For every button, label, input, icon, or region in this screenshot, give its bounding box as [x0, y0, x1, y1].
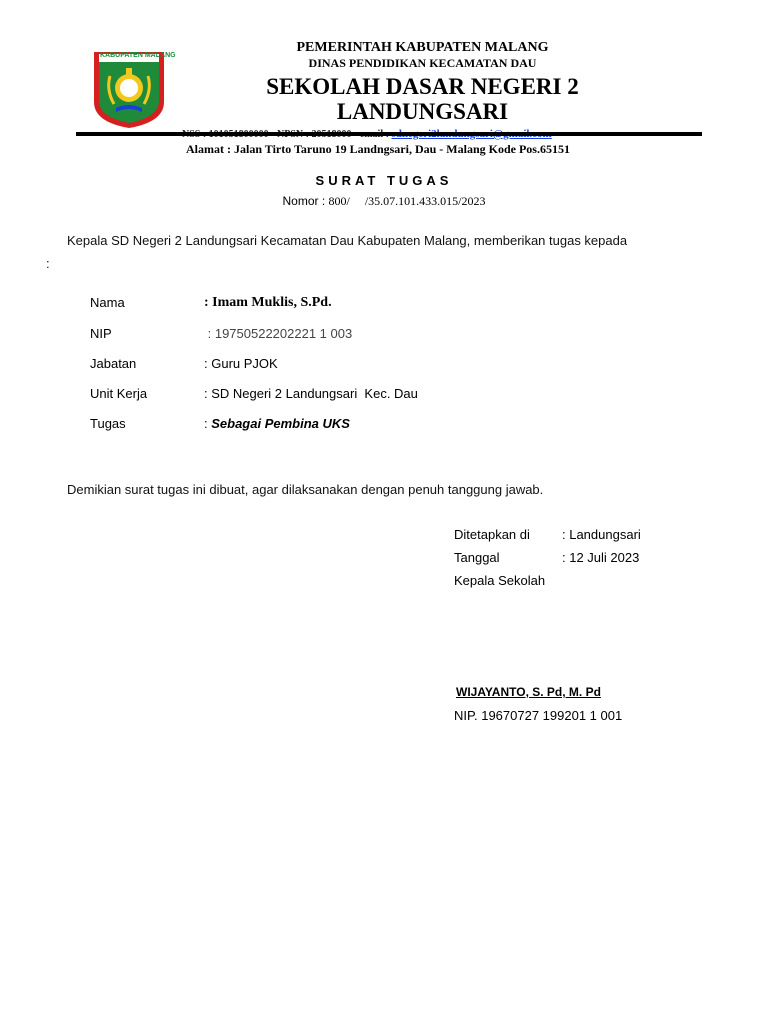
signer-name: WIJAYANTO, S. Pd, M. Pd [456, 685, 601, 699]
header-government: PEMERINTAH KABUPATEN MALANG [296, 40, 549, 55]
address-value: : Jalan Tirto Taruno 19 Landngsari, Dau - Malang Kode Pos.65151 [224, 142, 570, 156]
closing-paragraph: Demikian surat tugas ini dibuat, agar dilaksanakan dengan penuh tanggung jawab. [67, 482, 544, 497]
field-label-nip: NIP [90, 326, 112, 341]
field-value-nama: : Imam Muklis, S.Pd. [204, 295, 332, 310]
letter-title: SURAT TUGAS [315, 173, 453, 188]
header-department: DINAS PENDIDIKAN KECAMATAN DAU [308, 56, 537, 70]
field-label-tugas: Tugas [90, 416, 126, 431]
logo-caption: KABUPATEN MALANG [100, 52, 176, 59]
field-label-unit-kerja: Unit Kerja [90, 386, 148, 401]
place-value: : Landungsari [562, 527, 641, 542]
date-label: Tanggal [454, 550, 500, 565]
field-value-tugas [204, 416, 350, 431]
field-value-unit-kerja: : SD Negeri 2 Landungsari Kec. Dau [204, 386, 418, 401]
field-label-jabatan: Jabatan [90, 356, 137, 371]
school-name-line2: LANDUNGSARI [336, 99, 509, 124]
field-value-nip: : 19750522202221 1 003 [204, 326, 353, 341]
place-label: Ditetapkan di [454, 527, 530, 542]
tugas-prefix: : [204, 416, 212, 431]
date-value: : 12 Juli 2023 [562, 550, 640, 565]
address-line [186, 142, 570, 157]
letter-number [0, 194, 768, 209]
field-label-nama: Nama [90, 295, 125, 310]
signer-nip: NIP. 19670727 199201 1 001 [454, 708, 623, 723]
address-label: Alamat [186, 142, 224, 156]
opening-colon: : [46, 256, 50, 271]
kabupaten-malang-logo [92, 46, 176, 130]
opening-paragraph: Kepala SD Negeri 2 Landungsari Kecamatan Dau Kabupaten Malang, memberikan tugas kepada [67, 233, 628, 248]
signer-position: Kepala Sekolah [454, 573, 546, 588]
tugas-text: Sebagai Pembina UKS [211, 416, 350, 431]
school-name-line1: SEKOLAH DASAR NEGERI 2 [266, 74, 579, 99]
header-divider [76, 132, 702, 136]
field-value-jabatan: : Guru PJOK [204, 356, 278, 371]
school-name [170, 74, 675, 124]
nomor-label: Nomor : [282, 194, 329, 208]
nomor-value: 800/ /35.07.101.433.015/2023 [328, 194, 486, 208]
